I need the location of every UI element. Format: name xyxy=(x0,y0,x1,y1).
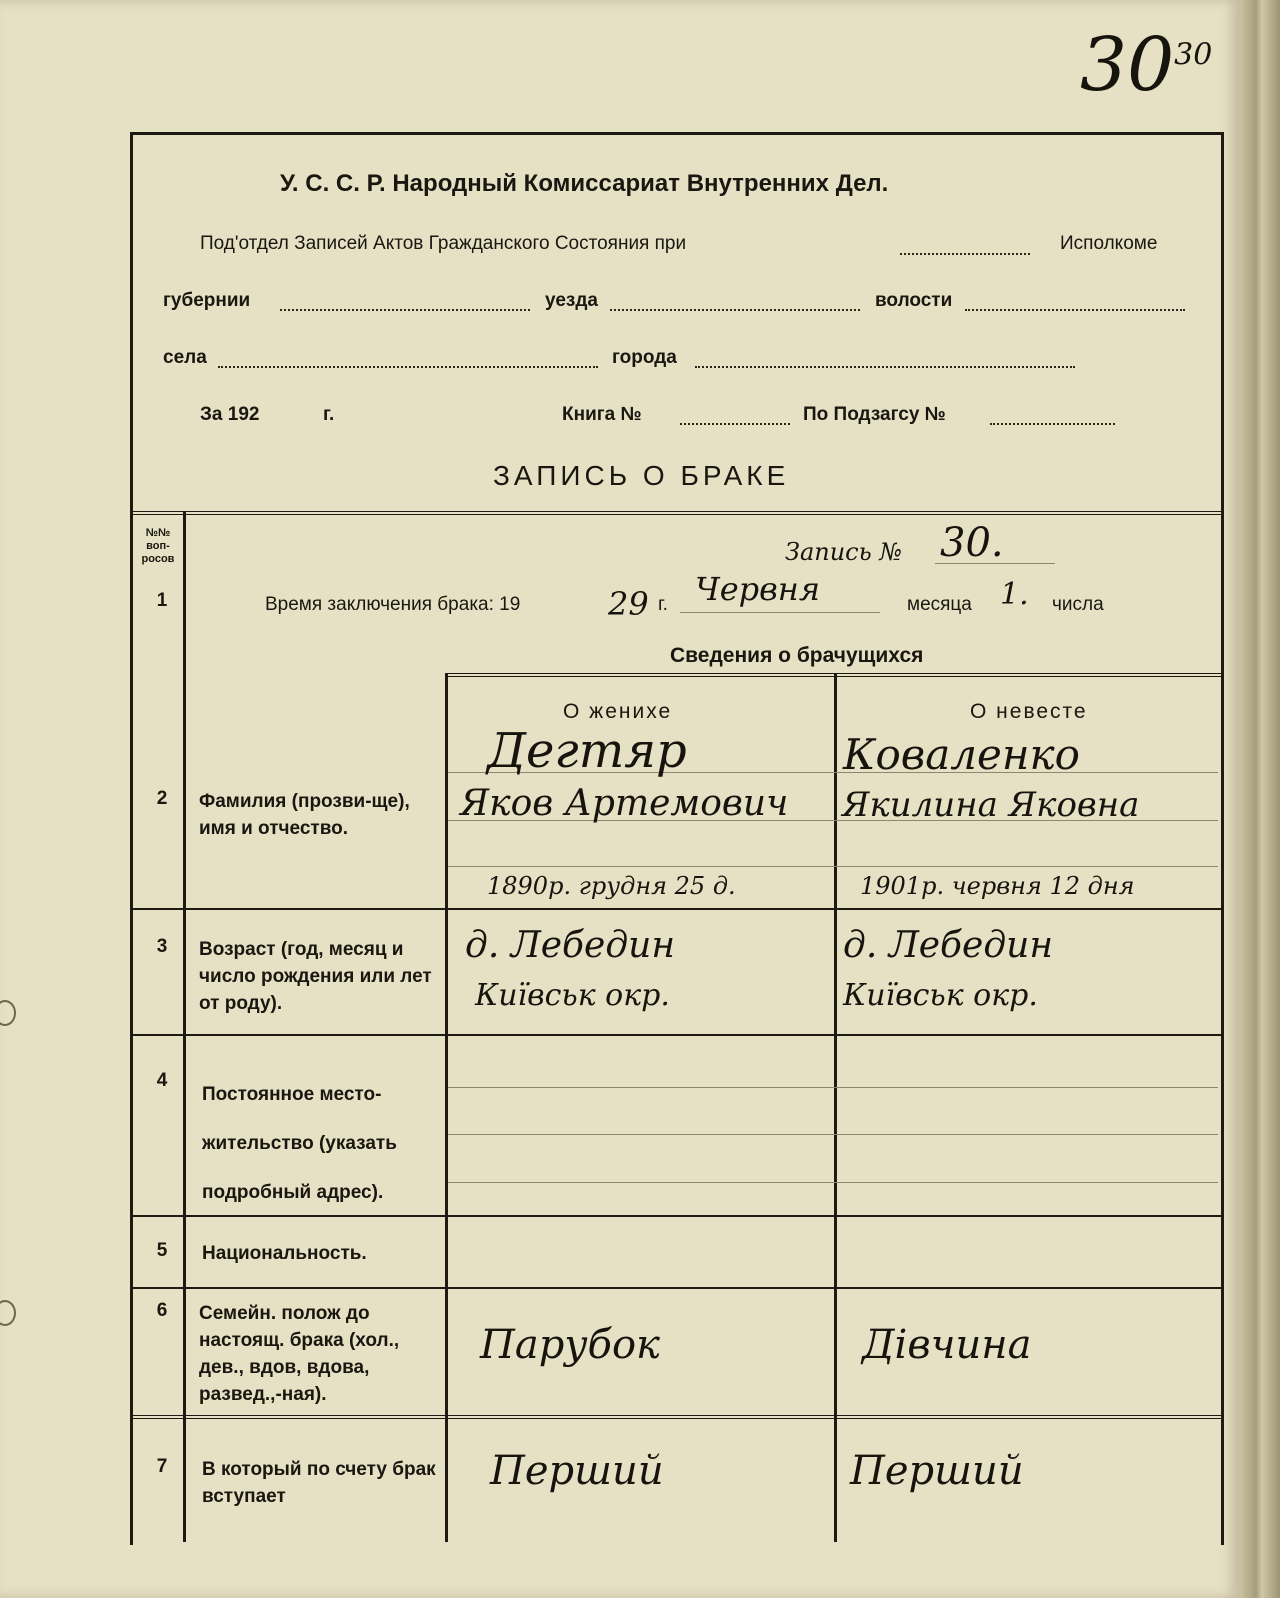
col-groom: О женихе xyxy=(563,700,673,723)
groom-count: Перший xyxy=(490,1448,664,1494)
year-label: За 192 xyxy=(200,404,260,425)
book-label: Книга № xyxy=(562,404,642,425)
row-rule xyxy=(133,908,1221,910)
marriage-month-label: месяца xyxy=(907,594,972,615)
selo-label: села xyxy=(163,347,207,368)
row-label-marital-status: Семейн. полож до настоящ. брака (хол., дев., вдов, вдова, развед.,-ная). xyxy=(199,1303,400,1405)
bride-status: Дівчина xyxy=(862,1322,1032,1368)
groom-birth: 1890р. грудня 25 д. xyxy=(487,872,736,900)
guide-line xyxy=(448,1134,1218,1135)
marriage-day-hand: 1. xyxy=(1000,577,1029,612)
bride-place: д. Лебедин xyxy=(843,925,1054,966)
row-label-nationality: Национальность. xyxy=(202,1243,367,1264)
row-rule xyxy=(133,1415,1221,1419)
bride-place2: Київськ окр. xyxy=(843,978,1038,1013)
table-top-rule xyxy=(130,511,1221,515)
row-label-marriage-count: В который по счету брак вступает xyxy=(202,1459,436,1507)
groom-status: Парубок xyxy=(480,1322,660,1368)
binder-hole xyxy=(0,1300,16,1326)
bride-name: Якилина Яковна xyxy=(842,785,1140,825)
qnum-2: 2 xyxy=(156,788,168,809)
volost-blank xyxy=(965,309,1185,311)
gubernia-label: губернии xyxy=(163,290,251,311)
binder-hole xyxy=(0,1000,16,1026)
row-label-residence: Постоянное место-жительство (указать подробный адрес). xyxy=(202,1084,397,1203)
qnum-3: 3 xyxy=(156,936,168,957)
podzags-label: По Подзагсу № xyxy=(803,404,946,425)
row-label-age: Возраст (год, месяц и число рождения или лет от роду). xyxy=(199,939,432,1014)
uezd-label: уезда xyxy=(545,290,598,311)
marriage-time-label: Время заключения брака: 19 xyxy=(265,594,521,615)
qnum-1: 1 xyxy=(156,590,168,611)
record-number: 30. xyxy=(940,520,1004,566)
qnum-4: 4 xyxy=(156,1070,168,1091)
year-suffix: г. xyxy=(323,404,335,425)
qcol-header: №№ воп-росов xyxy=(141,527,175,565)
row-rule xyxy=(133,1215,1221,1217)
col-bride: О невесте xyxy=(970,700,1088,723)
form-title: ЗАПИСЬ О БРАКЕ xyxy=(493,460,790,491)
qnum-5: 5 xyxy=(156,1240,168,1261)
groom-column-rule xyxy=(445,673,448,1542)
qnum-6: 6 xyxy=(156,1300,168,1321)
qnum-column-rule xyxy=(183,511,186,1542)
book-page-edges xyxy=(1240,0,1280,1598)
gubernia-blank xyxy=(280,309,530,311)
uezd-blank xyxy=(610,309,860,311)
marriage-year-hand: 29 xyxy=(608,585,649,623)
ussr-header-title: У. С. С. Р. Народный Комиссариат Внутренних Дел. xyxy=(280,170,889,197)
record-blank xyxy=(935,563,1055,564)
bride-birth: 1901р. червня 12 дня xyxy=(860,872,1135,900)
guide-line xyxy=(448,1087,1218,1088)
qnum-7: 7 xyxy=(156,1456,168,1477)
gorod-blank xyxy=(695,366,1075,368)
persons-header: Сведения о брачущихся xyxy=(670,644,924,667)
bride-column-rule xyxy=(834,673,837,1542)
volost-label: волости xyxy=(875,290,953,311)
subdept-blank xyxy=(900,253,1030,255)
guide-line xyxy=(448,1182,1218,1183)
marriage-month-hand: Червня xyxy=(695,570,821,608)
marriage-day-label: числа xyxy=(1052,594,1104,615)
record-label: Запись № xyxy=(785,538,903,566)
row-rule xyxy=(133,1287,1221,1289)
groom-place: д. Лебедин xyxy=(465,925,676,966)
row-rule xyxy=(133,1034,1221,1036)
selo-blank xyxy=(218,366,598,368)
groom-surname: Дегтяр xyxy=(487,723,687,779)
podzags-blank xyxy=(990,423,1115,425)
subdept-label: Под'отдел Записей Актов Гражданского Состояния при xyxy=(200,233,687,254)
groom-name: Яков Артемович xyxy=(460,783,789,824)
persons-top-rule xyxy=(445,673,1221,677)
folio-number: $30^{30}$ xyxy=(1080,22,1213,108)
subdept-suffix: Исполкоме xyxy=(1060,233,1158,254)
bride-surname: Коваленко xyxy=(843,730,1080,779)
guide-line xyxy=(448,866,1218,867)
month-blank xyxy=(680,612,880,613)
marriage-g: г. xyxy=(658,594,668,615)
row-label-name: Фамилия (прозви-ще), имя и отчество. xyxy=(199,791,410,839)
bride-count: Перший xyxy=(850,1448,1024,1494)
book-blank xyxy=(680,423,790,425)
gorod-label: города xyxy=(612,347,677,368)
groom-place2: Київськ окр. xyxy=(475,978,670,1013)
